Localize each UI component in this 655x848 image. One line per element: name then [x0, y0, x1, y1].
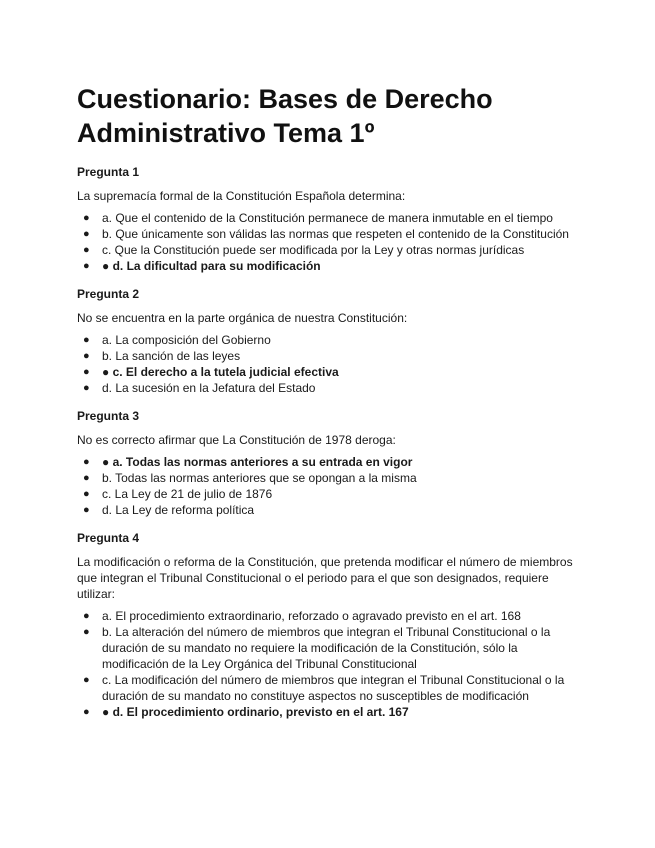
option-label: ● c. El derecho a la tutela judicial efectiva — [102, 365, 339, 379]
option-a — [77, 210, 577, 226]
bullet-icon: ● — [83, 228, 90, 240]
option-label: a. El procedimiento extraordinario, reforzado o agravado previsto en el art. 168 — [102, 609, 521, 623]
option-label: b. La alteración del número de miembros que integran el Tribunal Constitucional o la duración de su mandato no requiere la modificación de la Constitución, sólo la modificación de la Ley Orgánica del Tribunal Constitucional — [102, 625, 551, 671]
options-list — [77, 332, 577, 396]
question-heading: Pregunta 4 — [77, 531, 140, 545]
question-1 — [77, 164, 577, 274]
bullet-icon: ● — [83, 472, 90, 484]
option-label: a. La composición del Gobierno — [102, 333, 271, 347]
option-label: ● d. La dificultad para su modificación — [102, 259, 321, 273]
option-label: a. Que el contenido de la Constitución permanece de manera inmutable en el tiempo — [102, 211, 553, 225]
option-label: ● d. El procedimiento ordinario, previsto en el art. 167 — [102, 705, 409, 719]
question-3 — [77, 408, 577, 518]
question-text: La modificación o reforma de la Constitución, que pretenda modificar el número de miembros que integran el Tribunal Constitucional o el periodo para el que son designados, requiere utilizar: — [77, 555, 573, 601]
option-b — [77, 624, 577, 672]
option-label: c. La modificación del número de miembros que integran el Tribunal Constitucional o la duración de su mandato no constituye aspectos no susceptibles de modificación — [102, 673, 565, 703]
question-heading: Pregunta 3 — [77, 409, 140, 423]
bullet-icon: ● — [83, 382, 90, 394]
options-list — [77, 454, 577, 518]
option-label: c. Que la Constitución puede ser modificada por la Ley y otras normas jurídicas — [102, 243, 525, 257]
option-a — [77, 608, 577, 624]
bullet-icon: ● — [83, 674, 90, 686]
bullet-icon: ● — [83, 456, 90, 468]
document-page — [77, 82, 577, 732]
option-c — [77, 672, 577, 704]
question-text: La supremacía formal de la Constitución Española determina: — [77, 189, 406, 203]
bullet-icon: ● — [83, 610, 90, 622]
question-heading: Pregunta 2 — [77, 287, 140, 301]
option-label: b. Todas las normas anteriores que se opongan a la misma — [102, 471, 417, 485]
bullet-icon: ● — [83, 706, 90, 718]
option-c-correct — [77, 364, 577, 380]
option-a-correct — [77, 454, 577, 470]
option-label: d. La sucesión en la Jefatura del Estado — [102, 381, 316, 395]
bullet-icon: ● — [83, 488, 90, 500]
option-label: ● a. Todas las normas anteriores a su entrada en vigor — [102, 455, 413, 469]
bullet-icon: ● — [83, 350, 90, 362]
options-list — [77, 210, 577, 274]
question-heading: Pregunta 1 — [77, 165, 140, 179]
option-b — [77, 470, 577, 486]
option-d-correct — [77, 258, 577, 274]
question-text: No es correcto afirmar que La Constitución de 1978 deroga: — [77, 433, 396, 447]
bullet-icon: ● — [83, 366, 90, 378]
option-label: d. La Ley de reforma política — [102, 503, 255, 517]
option-d-correct — [77, 704, 577, 720]
option-c — [77, 486, 577, 502]
option-d — [77, 502, 577, 518]
bullet-icon: ● — [83, 260, 90, 272]
question-4 — [77, 530, 577, 720]
bullet-icon: ● — [83, 244, 90, 256]
question-2 — [77, 286, 577, 396]
option-c — [77, 242, 577, 258]
question-text: No se encuentra en la parte orgánica de nuestra Constitución: — [77, 311, 408, 325]
bullet-icon: ● — [83, 212, 90, 224]
option-d — [77, 380, 577, 396]
option-label: b. La sanción de las leyes — [102, 349, 241, 363]
bullet-icon: ● — [83, 504, 90, 516]
bullet-icon: ● — [83, 626, 90, 638]
bullet-icon: ● — [83, 334, 90, 346]
option-b — [77, 348, 577, 364]
option-b — [77, 226, 577, 242]
option-a — [77, 332, 577, 348]
option-label: c. La Ley de 21 de julio de 1876 — [102, 487, 273, 501]
option-label: b. Que únicamente son válidas las normas que respeten el contenido de la Constitución — [102, 227, 569, 241]
document-title: Cuestionario: Bases de Derecho Administrativo Tema 1º — [77, 84, 493, 148]
options-list — [77, 608, 577, 720]
